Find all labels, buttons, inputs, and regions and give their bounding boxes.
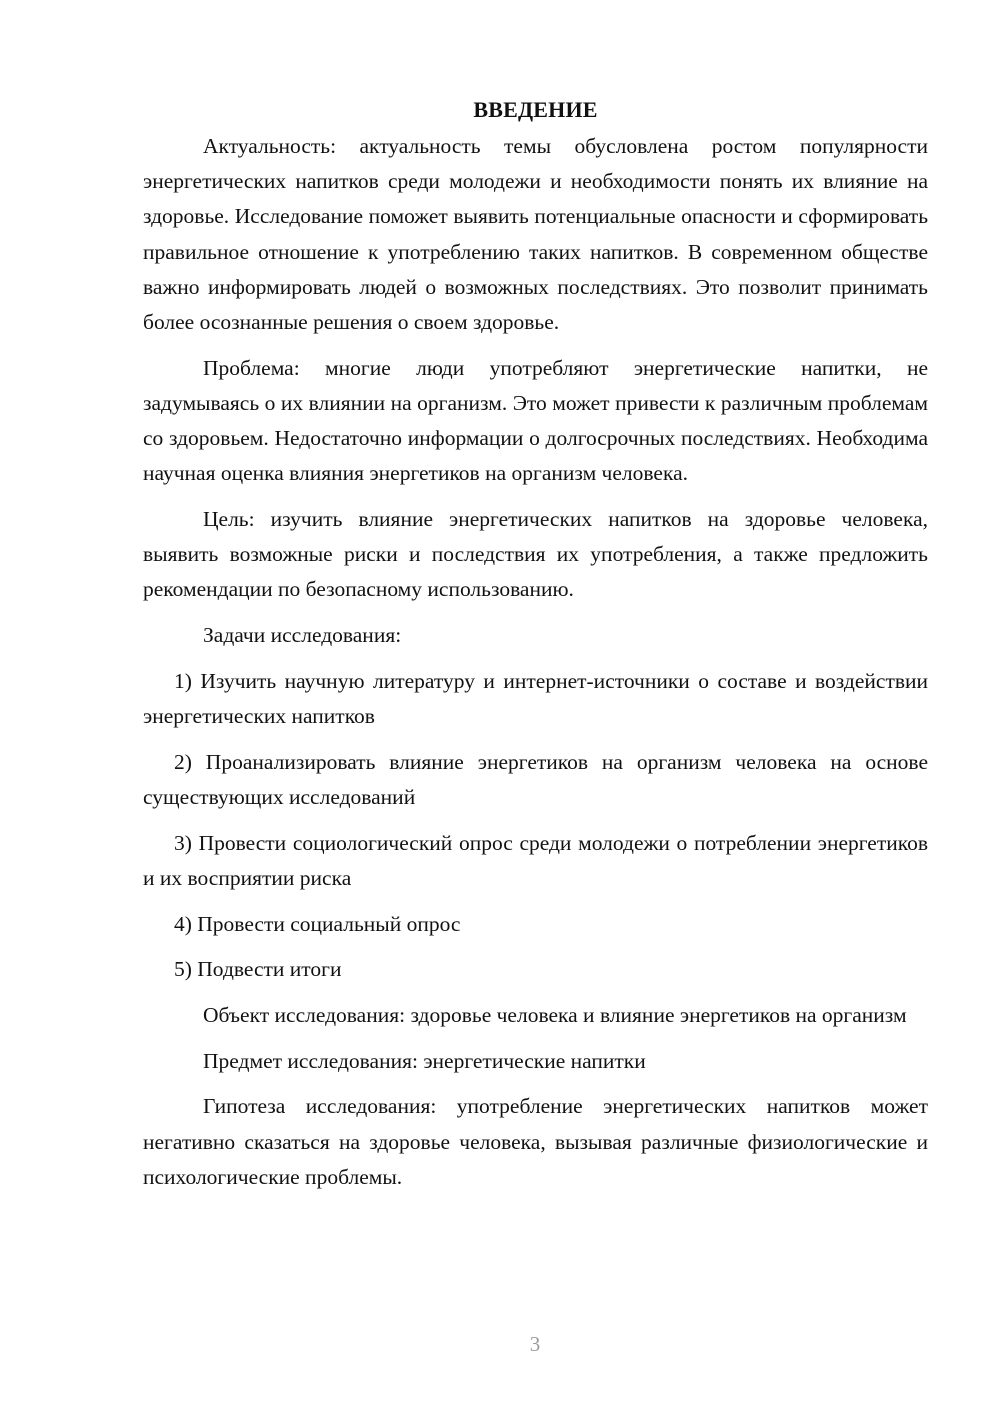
paragraph-subject: Предмет исследования: энергетические напитки <box>203 1048 646 1073</box>
paragraph-hypothesis: Гипотеза исследования: употребление энергетических напитков может негативно сказаться на здоровье человека, вызывая различные физиологические и психологические проблемы. <box>143 1094 928 1189</box>
task-item-1: 1) Изучить научную литературу и интернет-источники о составе и воздействии энергетических напитков <box>143 668 928 729</box>
paragraph-goal: Цель: изучить влияние энергетических напитков на здоровье человека, выявить возможные риски и последствия их употребления, а также предложить рекомендации по безопасному использованию. <box>143 507 928 602</box>
task-item-5: 5) Подвести итоги <box>174 957 342 982</box>
page-number: 3 <box>529 1332 541 1356</box>
tasks-heading: Задачи исследования: <box>203 623 402 648</box>
paragraph-object: Объект исследования: здоровье человека и влияние энергетиков на организм <box>203 1002 907 1027</box>
task-item-3: 3) Провести социологический опрос среди молодежи о потреблении энергетиков и их восприятии риска <box>143 830 928 890</box>
paragraph-relevance: Актуальность: актуальность темы обусловлена ростом популярности энергетических напитков среди молодежи и необходимости понять их влияние на здоровье. Исследование поможет выявить потенциальные опасности и сформировать правильное отношение к употреблению таких напитков. В современном обществе важно информировать людей о возможных последствиях. Это позволит принимать более осознанные решения о своем здоровье. <box>143 134 928 335</box>
task-item-4: 4) Провести социальный опрос <box>174 911 461 936</box>
section-title: ВВЕДЕНИЕ <box>473 97 598 122</box>
task-item-2: 2) Проанализировать влияние энергетиков на организм человека на основе существующих исследований <box>143 749 928 809</box>
document-page <box>143 92 928 1195</box>
paragraph-problem: Проблема: многие люди употребляют энергетические напитки, не задумываясь о их влиянии на организм. Это может привести к различным проблемам со здоровьем. Недостаточно информации о долгосрочных последствиях. Необходима научная оценка влияния энергетиков на организм человека. <box>143 355 928 486</box>
